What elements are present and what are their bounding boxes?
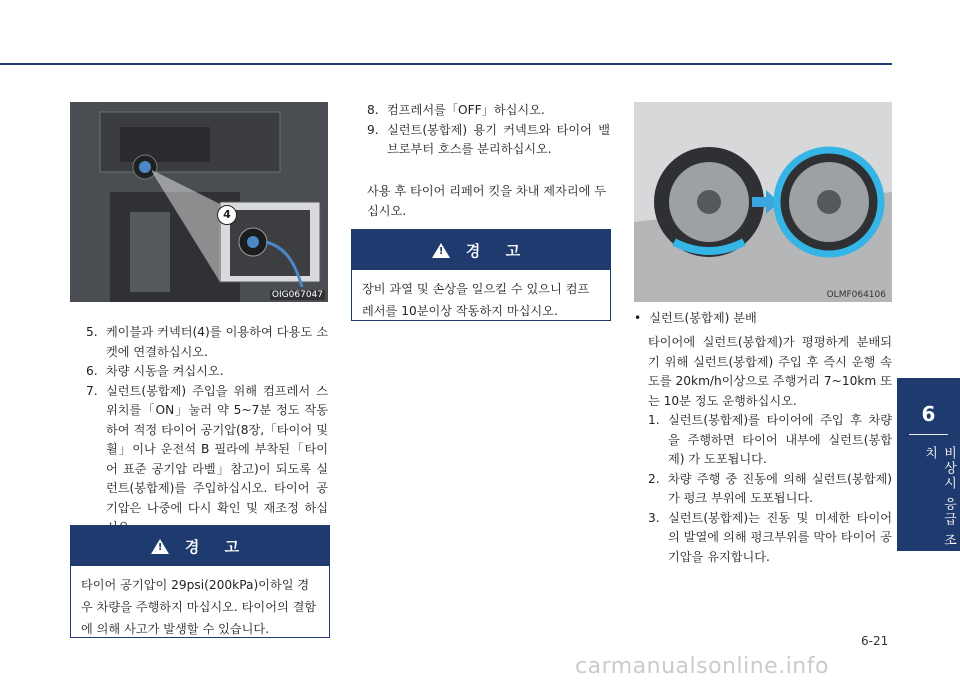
step-2: 2. 차량 주행 중 진동에 의해 실런트(봉합제) 가 펑크 부위에 도포됩니다. [648,471,892,505]
storage-note: 사용 후 타이어 리페어 킷을 차내 제자리에 두십시오. [367,184,607,218]
chapter-tab[interactable] [897,378,960,551]
warning-header: ! 경 고 [71,526,329,566]
sealant-distribution-illustration [634,102,892,302]
bullet-marker: • [634,311,642,325]
chapter-title: 비상시 응급 조치 [922,446,956,549]
step-1: 1. 실런트(봉합제)를 타이어에 주입 후 차량을 주행하면 타이어 내부에 실런트(봉합제) 가 도포됩니다. [648,413,892,466]
image-caption: OIG067047 [271,290,323,300]
right-body [648,333,892,567]
warning-box-overheat [351,229,611,321]
header-rule [0,63,892,65]
watermark: carmanualsonline.info [575,654,829,679]
warning-box-pressure [70,525,330,638]
warning-body: 장비 과열 및 손상을 일으킬 수 있으니 컴프레서를 10분이상 작동하지 마십시오. [362,282,590,318]
step-7: 7. 실런트(봉합제) 주입을 위해 컴프레서 스위치를「ON」눌러 약 5~7분 정도 작동하여 적정 타이어 공기압(8장,「타이어 및 휠」이나 운전석 B 필라에 부착된「타이어 표준 공기압 라벨」참고)이 되도록 실런트(봉합제)를 주입하십시오. 타이어 공기압은 나중에 다시 확인 및 재조정 하십 [86,383,328,515]
section-heading: • 실런트(봉합제) 분배 [634,311,757,325]
warning-body: 타이어 공기압이 29psi(200kPa)이하일 경우 차량을 주행하지 마십시오. 타이어의 결함에 의해 사고가 발생할 수 있습니다. [81,578,317,636]
image-caption: OLMF064106 [826,290,886,300]
tire-sealant-photo [634,102,892,302]
warning-icon: ! [432,243,450,258]
step-3: 3. 실런트(봉합제)는 진동 및 미세한 타이어의 발열에 의해 펑크부위를 막아 타이어 공기압을 유지합니다. [648,510,892,564]
left-steps [86,323,328,538]
step-9: 9. 실런트(봉합제) 용기 커넥트와 타이어 밸브로부터 호스를 분리하십시오. [367,122,610,156]
chapter-divider [909,434,948,435]
page-number: 6-21 [861,634,889,648]
chapter-number: 6 [921,402,936,426]
warning-icon: ! [151,539,169,554]
right-steps [648,411,892,567]
step-8: 8. 컴프레서를「OFF」하십시오. [367,103,545,117]
socket-connection-illustration [70,102,328,302]
distribution-para: 타이어에 실런트(봉합제)가 평평하게 분배되기 위해 실런트(봉합제) 주입 후 즉시 운행 속도를 20km/h이상으로 주행거리 7~10km 또는 10분 정도 운행하십시오. [648,335,892,408]
middle-steps [367,101,610,160]
connector-photo [70,102,328,302]
step-5: 5. 케이블과 커넥터(4)를 이용하여 다용도 소켓에 연결하십시오. [86,325,328,359]
step-6: 6. 차량 시동을 켜십시오. [86,364,224,378]
warning-header: ! 경 고 [352,230,610,270]
callout-4: 4 [217,205,237,225]
